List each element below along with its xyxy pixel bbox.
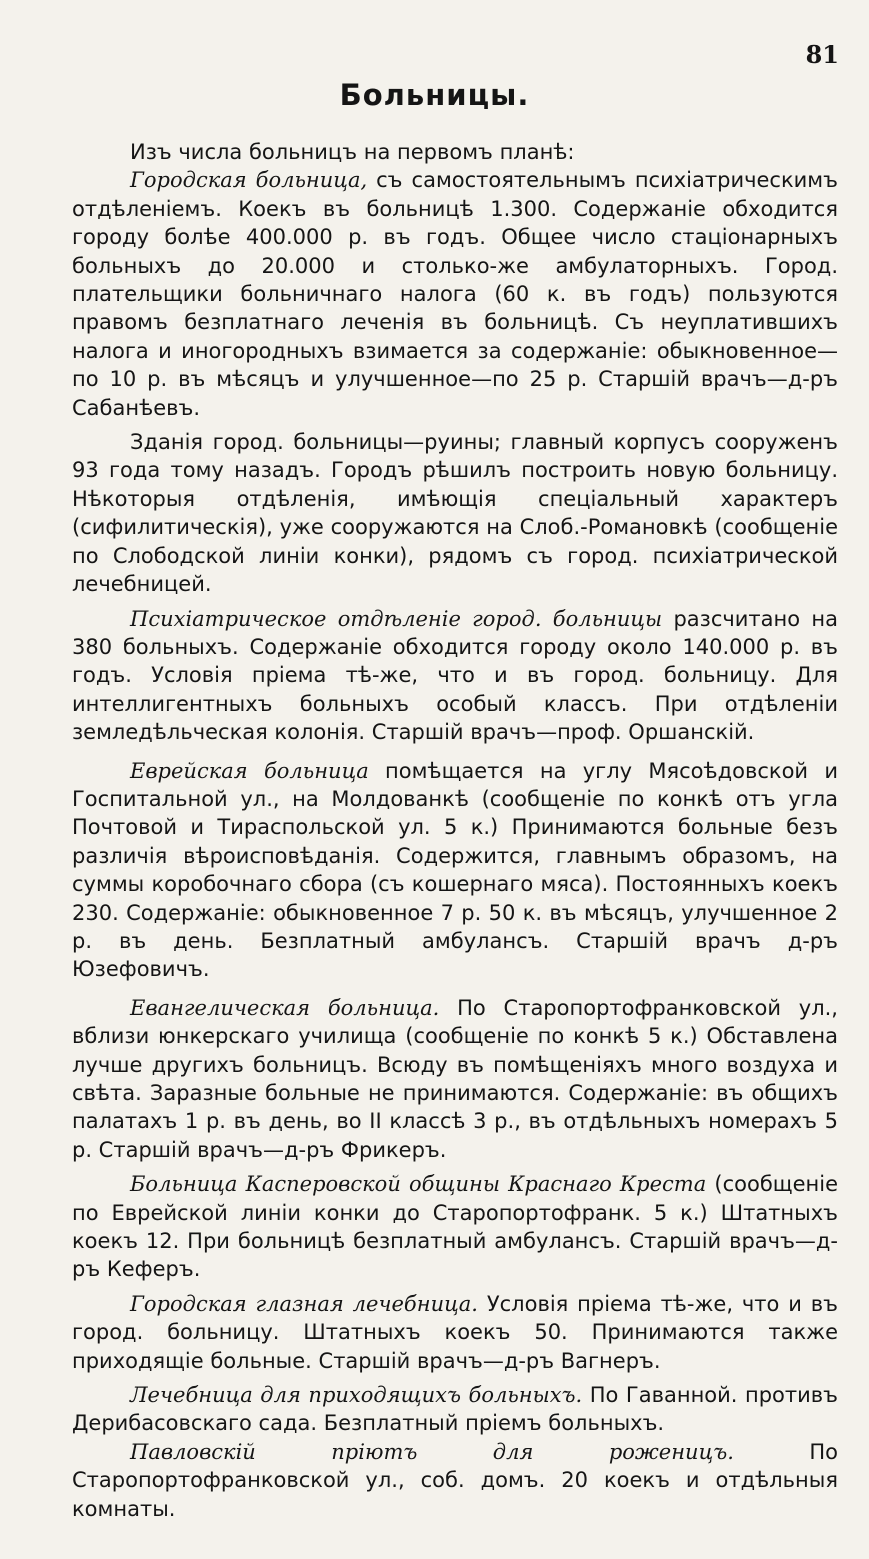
paragraph-eye-clinic <box>72 1290 838 1375</box>
paragraph-red-cross-hospital <box>72 1170 838 1284</box>
paragraph-psychiatric-department <box>72 605 838 747</box>
paragraph-text: По Старопортофранковской ул., вблизи юнкерскаго училища (сообщеніе по конкѣ 5 к.) Обставлена лучше другихъ больницъ. Всюду въ помѣщеніяхъ много воздуха и свѣта. Заразные больные не принимаются. Содержаніе: въ общихъ палатахъ 1 р. въ день, во II классѣ 3 р., въ отдѣльныхъ номерахъ 5 р. Старшій врачъ—д-ръ Фрикеръ. <box>72 995 838 1162</box>
paragraph-text: По Гаванной. противъ Дерибасовскаго сада. Безплатный пріемъ больныхъ. <box>72 1383 838 1436</box>
paragraph-text: Условія пріема тѣ-же, что и въ город. больницу. Штатныхъ коекъ 50. Принимаются также приходящіе больные. Старшій врачъ—д-ръ Вагнеръ. <box>72 1291 838 1373</box>
intro-text: Изъ числа больницъ на первомъ планѣ: <box>130 140 575 164</box>
paragraph-text: Зданія город. больницы—руины; главный корпусъ сооруженъ 93 года тому назадъ. Городъ рѣшилъ построить новую больницу. Нѣкоторыя отдѣленія, имѣющія спеціальный характеръ (сифилитическія), уже сооружаются на Слоб.-Романовкѣ (сообщеніе по Слободской линіи конки), рядомъ съ город. психіатрической лечебницей. <box>72 430 838 597</box>
paragraph-city-hospital-buildings <box>72 428 838 598</box>
hospital-name: Психіатрическое отдѣленіе город. больницы <box>130 606 663 631</box>
paragraph-maternity-shelter <box>72 1438 838 1523</box>
paragraph-text: съ самостоятельнымъ психіатрическимъ отдѣленіемъ. Коекъ въ больницѣ 1.300. Содержаніе обходится городу болѣе 400.000 р. въ годъ. Общее число стаціонарныхъ больныхъ до 20.000 и столько-же амбулаторныхъ. Город. плательщики больничнаго налога (60 к. въ годъ) пользуются правомъ безплатнаго леченія въ больницѣ. Съ неуплатившихъ налога и иногородныхъ взимается за содержаніе: обыкновенное—по 10 р. въ мѣсяцъ и улучшенное—по 25 р. Старшій врачъ—д-ръ Сабанѣевъ. <box>72 168 838 420</box>
paragraph-jewish-hospital <box>72 757 838 984</box>
page-title: Больницы. <box>339 78 530 112</box>
hospital-name: Еврейская больница <box>130 758 369 783</box>
paragraph-city-hospital <box>72 166 838 422</box>
paragraph-text: (сообщеніе по Еврейской линіи конки до Старопортофранк. 5 к.) Штатныхъ коекъ 12. При больницѣ безплатный амбулансъ. Старшій врачъ—д-ръ Кеферъ. <box>72 1172 838 1282</box>
hospital-name: Павловскій пріютъ для роженицъ. <box>130 1439 734 1464</box>
page-number: 81 <box>805 40 839 69</box>
paragraph-text: По Старопортофранковской ул., соб. домъ. 20 коекъ и отдѣльныя комнаты. <box>72 1439 838 1521</box>
paragraph-evangelical-hospital <box>72 994 838 1164</box>
hospital-name: Евангелическая больница. <box>130 995 440 1020</box>
hospital-name: Городская глазная лечебница. <box>130 1291 478 1316</box>
page-body <box>72 138 838 1523</box>
intro-paragraph <box>72 138 838 166</box>
hospital-name: Больница Касперовской общины Краснаго Креста <box>130 1172 707 1197</box>
paragraph-text: разсчитано на 380 больныхъ. Содержаніе обходится городу около 140.000 р. въ годъ. Условія пріема тѣ-же, что и въ город. больницу. Для интеллигентныхъ больныхъ особый классъ. При отдѣленіи земледѣльческая колонія. Старшій врачъ—проф. Оршанскій. <box>72 606 838 745</box>
hospital-name: Лечебница для приходящихъ больныхъ. <box>130 1383 583 1408</box>
hospital-name: Городская больница, <box>130 168 368 193</box>
paragraph-text: помѣщается на углу Мясоѣдовской и Госпитальной ул., на Молдованкѣ (сообщеніе по конкѣ отъ угла Почтовой и Тираспольской ул. 5 к.) Принимаются больные безъ различія вѣроисповѣданія. Содержится, главнымъ образомъ, на суммы коробочнаго сбора (съ кошернаго мяса). Постоянныхъ коекъ 230. Содержаніе: обыкновенное 7 р. 50 к. въ мѣсяцъ, улучшенное 2 р. въ день. Безплатный амбулансъ. Старшій врачъ д-ръ Юзефовичъ. <box>72 758 838 982</box>
paragraph-outpatient-clinic <box>72 1381 838 1438</box>
